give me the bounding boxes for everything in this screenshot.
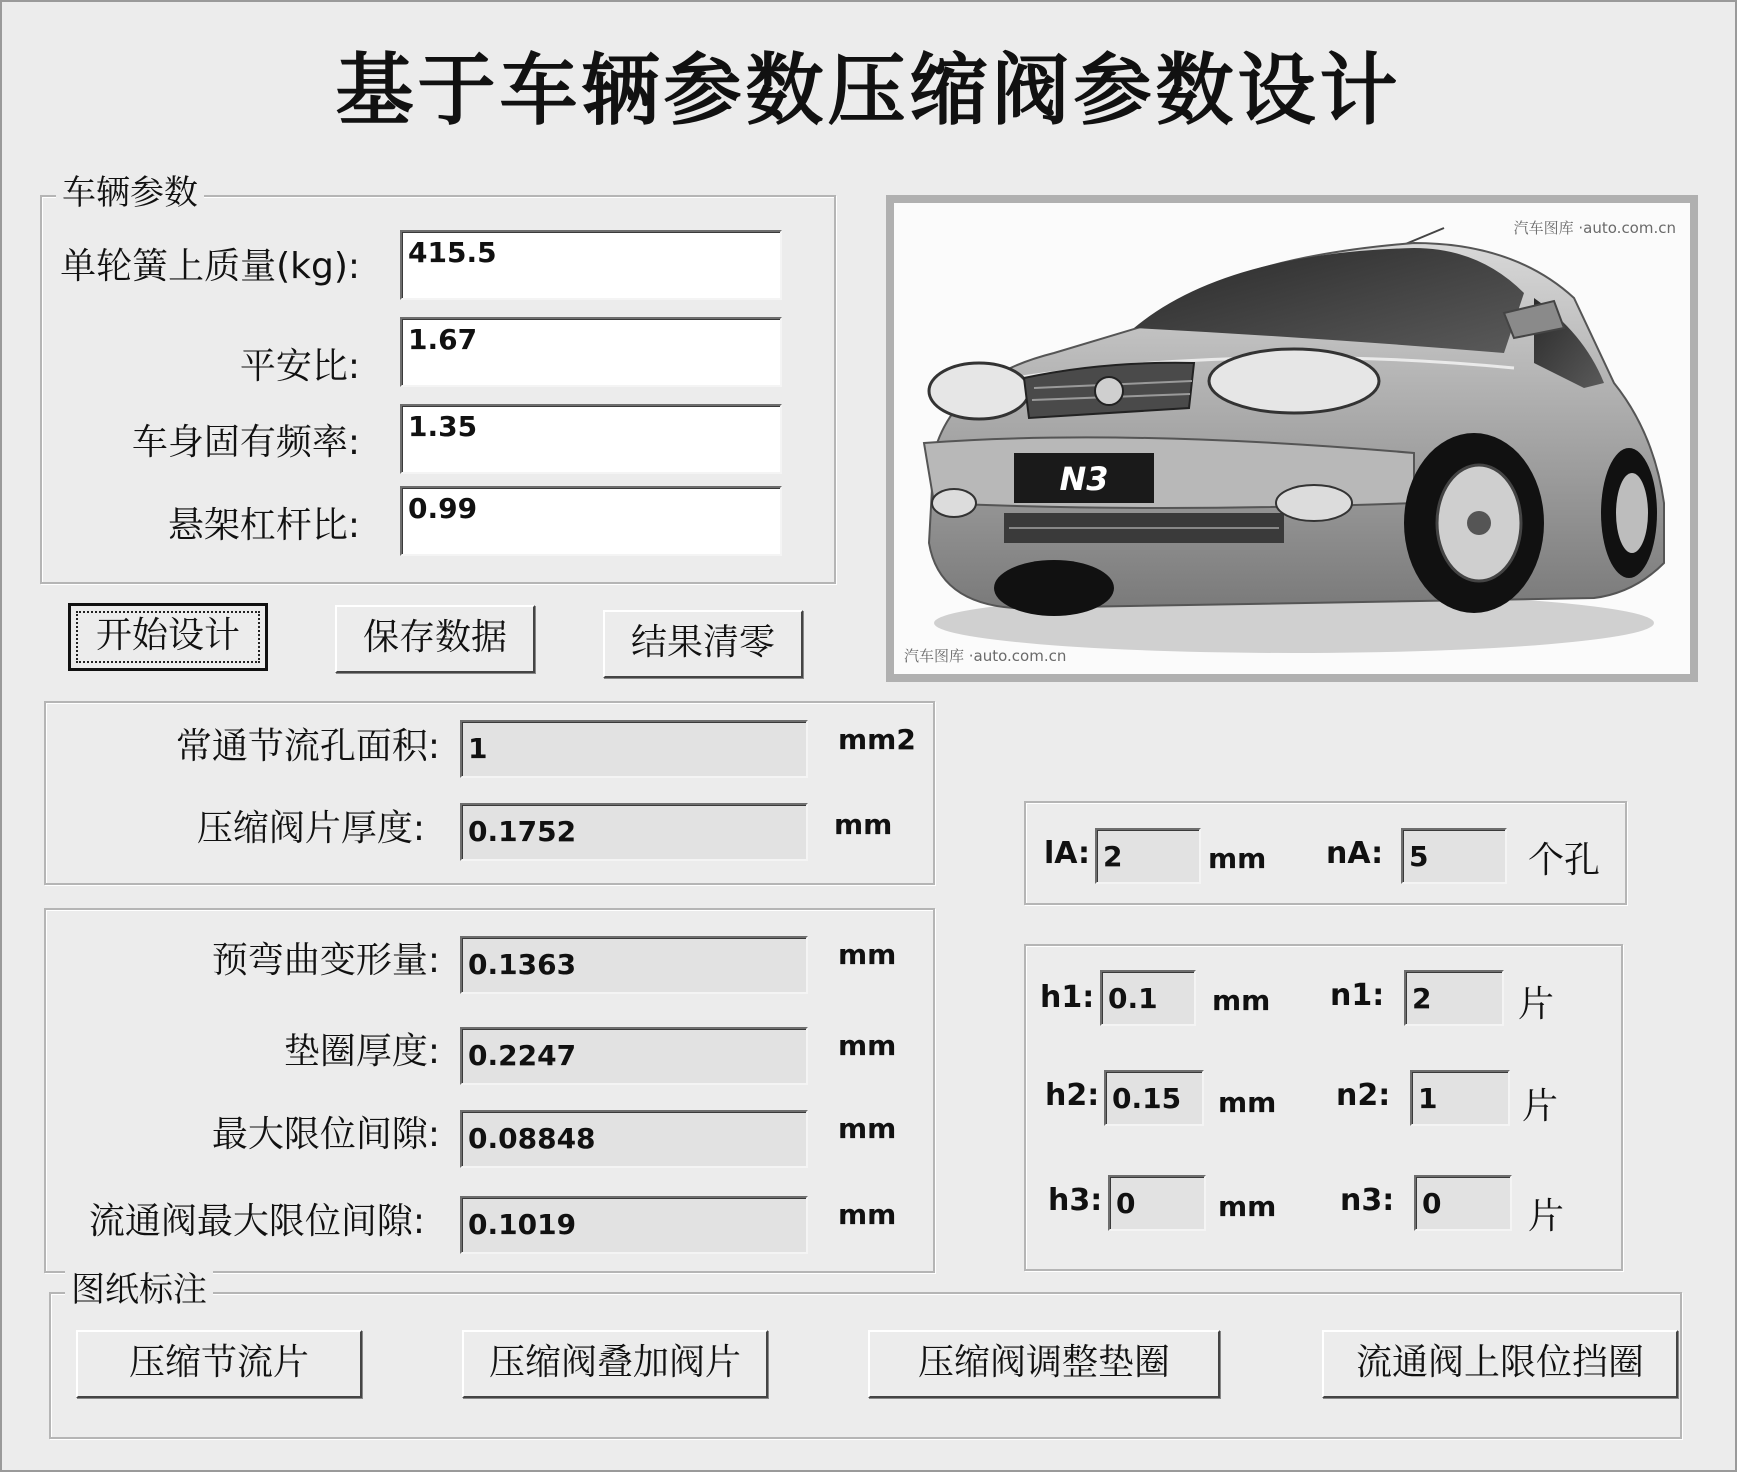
h1-output[interactable]: 0.1 (1100, 970, 1196, 1026)
page-title: 基于车辆参数压缩阀参数设计 (335, 45, 1402, 136)
compression-throttle-label: 压缩节流片 (128, 1342, 309, 1383)
orifice-area-output[interactable]: 1 (460, 720, 808, 778)
flow-valve-retainer-button[interactable] (1322, 1330, 1678, 1398)
valve-thickness-unit: mm (834, 808, 893, 841)
flow-valve-gap-label: 流通阀最大限位间隙: (88, 1201, 425, 1242)
n2-label: n2: (1336, 1078, 1391, 1113)
clear-results-button[interactable] (603, 610, 803, 678)
adjust-washer-label: 压缩阀调整垫圈 (917, 1342, 1170, 1383)
body-frequency-label: 车身固有频率: (131, 422, 360, 463)
plate-text: N3 (1059, 460, 1109, 498)
lever-ratio-label: 悬架杠杆比: (167, 505, 360, 546)
clear-results-label: 结果清零 (630, 622, 775, 663)
la-unit: mm (1208, 842, 1267, 875)
drawing-legend: 图纸标注 (65, 1270, 213, 1310)
safety-ratio-label: 平安比: (239, 346, 360, 387)
adjust-washer-button[interactable] (868, 1330, 1220, 1398)
n1-label: n1: (1330, 978, 1385, 1013)
prebend-output[interactable]: 0.1363 (460, 936, 808, 994)
na-output[interactable]: 5 (1401, 828, 1507, 884)
flow-valve-gap-unit: mm (838, 1198, 897, 1231)
lever-ratio-input[interactable]: 0.99 (400, 486, 782, 556)
na-label: nA: (1326, 836, 1384, 871)
na-unit: 个孔 (1528, 840, 1601, 881)
flow-valve-retainer-label: 流通阀上限位挡圈 (1355, 1342, 1644, 1383)
stacked-disc-button[interactable] (462, 1330, 768, 1398)
sprung-mass-label: 单轮簧上质量(kg): (60, 246, 360, 287)
max-gap-unit: mm (838, 1112, 897, 1145)
h1-unit: mm (1212, 984, 1271, 1017)
compression-throttle-button[interactable] (76, 1330, 362, 1398)
valve-thickness-output[interactable]: 0.1752 (460, 803, 808, 861)
start-design-label: 开始设计 (95, 615, 240, 656)
n2-unit: 片 (1522, 1086, 1559, 1127)
n3-output[interactable]: 0 (1414, 1175, 1512, 1231)
sprung-mass-input[interactable]: 415.5 (400, 230, 782, 300)
h1-label: h1: (1040, 980, 1095, 1015)
car-image (894, 203, 1690, 674)
focus-ring (76, 611, 260, 663)
save-data-label: 保存数据 (362, 617, 507, 658)
n1-unit: 片 (1518, 984, 1555, 1025)
h2-label: h2: (1045, 1078, 1100, 1113)
n1-output[interactable]: 2 (1404, 970, 1504, 1026)
max-gap-output[interactable]: 0.08848 (460, 1110, 808, 1168)
n3-unit: 片 (1528, 1196, 1565, 1237)
stacked-disc-label: 压缩阀叠加阀片 (488, 1342, 741, 1383)
orifice-area-label: 常通节流孔面积: (175, 726, 440, 767)
photo-top-watermark: 汽车图库 ·auto.com.cn (1513, 219, 1676, 237)
la-output[interactable]: 2 (1095, 828, 1201, 884)
washer-thickness-output[interactable]: 0.2247 (460, 1027, 808, 1085)
n2-output[interactable]: 1 (1410, 1070, 1510, 1126)
body-frequency-input[interactable]: 1.35 (400, 404, 782, 474)
orifice-area-unit: mm2 (838, 723, 916, 756)
car-photo (886, 195, 1698, 682)
photo-bottom-watermark: 汽车图库 ·auto.com.cn (904, 647, 1067, 665)
safety-ratio-input[interactable]: 1.67 (400, 317, 782, 387)
max-gap-label: 最大限位间隙: (211, 1114, 440, 1155)
start-design-button[interactable] (68, 603, 268, 671)
flow-valve-gap-output[interactable]: 0.1019 (460, 1196, 808, 1254)
washer-thickness-unit: mm (838, 1029, 897, 1062)
prebend-unit: mm (838, 938, 897, 971)
n3-label: n3: (1340, 1183, 1395, 1218)
washer-thickness-label: 垫圈厚度: (283, 1031, 440, 1072)
save-data-button[interactable] (335, 605, 535, 673)
h3-output[interactable]: 0 (1108, 1175, 1206, 1231)
valve-thickness-label: 压缩阀片厚度: (196, 808, 425, 849)
prebend-label: 预弯曲变形量: (211, 940, 440, 981)
h3-unit: mm (1218, 1190, 1277, 1223)
h2-unit: mm (1218, 1086, 1277, 1119)
vehicle-params-legend: 车辆参数 (56, 173, 204, 213)
h2-output[interactable]: 0.15 (1104, 1070, 1204, 1126)
la-label: lA: (1044, 836, 1091, 871)
h3-label: h3: (1048, 1183, 1103, 1218)
